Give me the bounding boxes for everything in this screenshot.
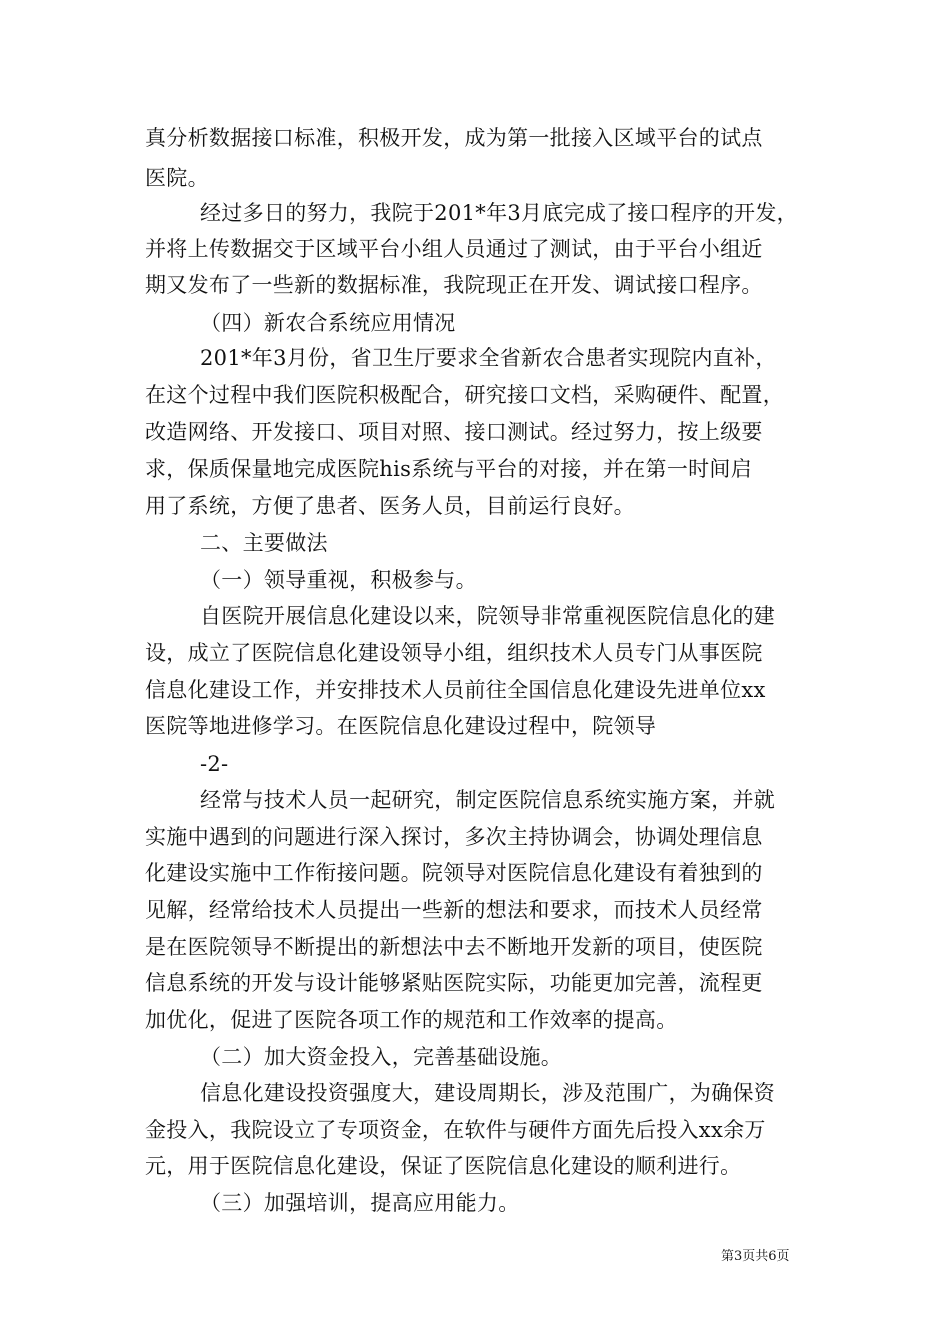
text-line-20: 实施中遇到的问题进行深入探讨，多次主持协调会，协调处理信息 [145, 825, 763, 849]
section-heading-3: （三）加强培训，提高应用能力。 [200, 1191, 520, 1215]
text-line-7: 201*年3月份，省卫生厅要求全省新农合患者实现院内直补， [200, 346, 777, 370]
text-line-24: 信息系统的开发与设计能够紧贴医院实际，功能更加完善，流程更 [145, 971, 763, 995]
section-heading-2: （二）加大资金投入，完善基础设施。 [200, 1045, 563, 1069]
text-line-19: 经常与技术人员一起研究，制定医院信息系统实施方案，并就 [200, 788, 776, 812]
text-line-8: 在这个过程中我们医院积极配合，研究接口文档，采购硬件、配置， [145, 383, 784, 407]
text-line-29: 元，用于医院信息化建设，保证了医院信息化建设的顺利进行。 [145, 1154, 742, 1178]
text-line-14: 自医院开展信息化建设以来，院领导非常重视医院信息化的建 [200, 604, 776, 628]
text-line-28: 金投入，我院设立了专项资金，在软件与硬件方面先后投入xx余万 [145, 1118, 766, 1142]
page-footer: 第3页共6页 [721, 1249, 790, 1264]
text-line-27: 信息化建设投资强度大，建设周期长，涉及范围广，为确保资 [200, 1081, 776, 1105]
text-line-16: 信息化建设工作，并安排技术人员前往全国信息化建设先进单位xx [145, 678, 766, 702]
text-line-23: 是在医院领导不断提出的新想法中去不断地开发新的项目，使医院 [145, 935, 763, 959]
text-line-10: 求，保质保量地完成医院his系统与平台的对接，并在第一时间启 [145, 457, 753, 481]
text-line-25: 加优化，促进了医院各项工作的规范和工作效率的提高。 [145, 1008, 678, 1032]
section-heading-4: （四）新农合系统应用情况 [200, 311, 456, 335]
text-line-15: 设，成立了医院信息化建设领导小组，组织技术人员专门从事医院 [145, 641, 763, 665]
text-line-11: 用了系统，方便了患者、医务人员，目前运行良好。 [145, 494, 635, 518]
text-line-4: 并将上传数据交于区域平台小组人员通过了测试，由于平台小组近 [145, 237, 763, 261]
text-line-3: 经过多日的努力，我院于201*年3月底完成了接口程序的开发， [200, 201, 798, 225]
text-line-5: 期又发布了一些新的数据标准，我院现正在开发、调试接口程序。 [145, 273, 763, 297]
section-heading-1: （一）领导重视，积极参与。 [200, 568, 477, 592]
text-line-21: 化建设实施中工作衔接问题。院领导对医院信息化建设有着独到的 [145, 861, 763, 885]
text-line-9: 改造网络、开发接口、项目对照、接口测试。经过努力，按上级要 [145, 420, 763, 444]
text-line-22: 见解，经常给技术人员提出一些新的想法和要求，而技术人员经常 [145, 898, 763, 922]
text-line-1: 真分析数据接口标准，积极开发，成为第一批接入区域平台的试点 [145, 126, 763, 150]
text-line-17: 医院等地进修学习。在医院信息化建设过程中，院领导 [145, 714, 657, 738]
section-heading-main: 二、主要做法 [200, 531, 328, 555]
inline-page-number: -2- [200, 752, 229, 776]
text-line-2: 医院。 [145, 166, 209, 190]
